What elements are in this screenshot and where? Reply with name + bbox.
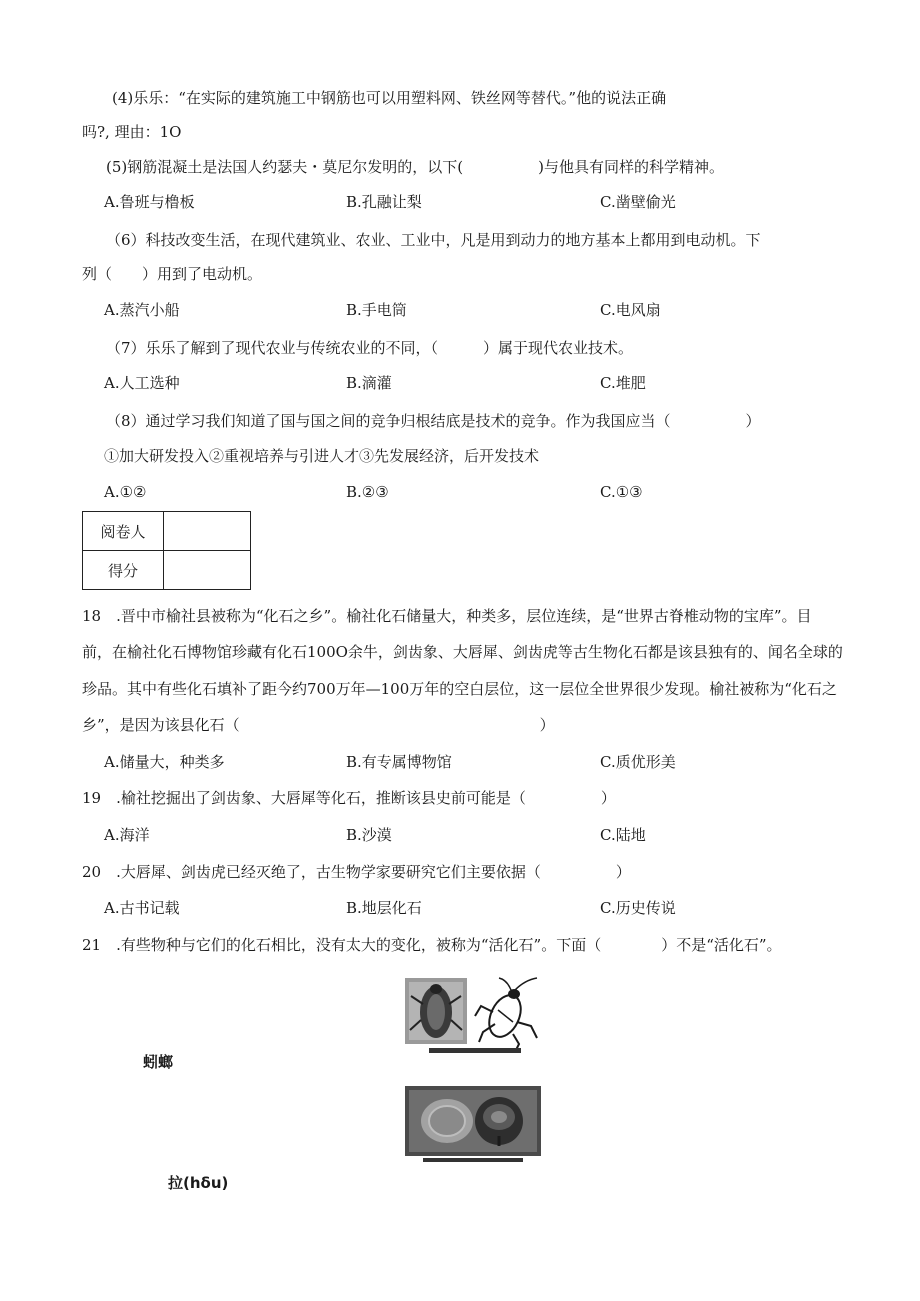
q6-option-a: A.蒸汽小船 (104, 301, 180, 319)
q7-option-b: B.滴灌 (346, 374, 392, 392)
q19-option-c: C.陆地 (600, 826, 646, 844)
q5-stem: (5)钢筋混凝土是法国人约瑟夫・莫尼尔发明的，以下( )与他具有同样的科学精神。 (106, 158, 724, 176)
q4-line2: 吗?, 理由：1O (82, 123, 182, 141)
q8-sub-statements: ①加大研发投入②重视培养与引进人才③先发展经济，后开发技术 (104, 447, 540, 465)
score-box (82, 511, 251, 590)
score-field[interactable] (164, 551, 251, 590)
q18-option-c: C.质优形美 (600, 753, 676, 771)
q21-item2-label: 拉(hδu) (168, 1174, 229, 1192)
q6-line1: （6）科技改变生活，在现代建筑业、农业、工业中，凡是用到动力的地方基本上都用到电动机。下 (106, 231, 761, 249)
q18-line1: 18 .晋中市榆社县被称为“化石之乡”。榆社化石储量大，种类多，层位连续，是“世界古脊椎动物的宝库”。目 (82, 607, 812, 625)
q18-line2: 前，在榆社化石博物馆珍藏有化石100O余牛，剑齿象、大唇犀、剑齿虎等古生物化石都是该县独有的、闻名全球的 (82, 643, 843, 661)
reviewer-label: 阅卷人 (83, 512, 164, 551)
q8-option-a: A.①② (104, 483, 147, 501)
q4-line1: (4)乐乐：“在实际的建筑施工中钢筋也可以用塑料网、铁丝网等替代。”他的说法正确 (112, 89, 667, 107)
q20-stem: 20 .大唇犀、剑齿虎已经灭绝了，古生物学家要研究它们主要依据（ ） (82, 863, 631, 881)
q20-option-c: C.历史传说 (600, 899, 676, 917)
reviewer-field[interactable] (164, 512, 251, 551)
q7-stem: （7）乐乐了解到了现代农业与传统农业的不同，（ ）属于现代农业技术。 (106, 339, 634, 357)
q6-line2: 列（ ）用到了电动机。 (82, 265, 263, 283)
q19-stem: 19 .榆社挖掘出了剑齿象、大唇犀等化石，推断该县史前可能是（ ） (82, 789, 616, 807)
q5-option-a: A.鲁班与橹板 (104, 193, 195, 211)
q7-option-c: C.堆肥 (600, 374, 646, 392)
q19-option-b: B.沙漠 (346, 826, 392, 844)
q8-option-c: C.①③ (600, 483, 643, 501)
q18-option-b: B.有专属博物馆 (346, 753, 452, 771)
q6-option-b: B.手电筒 (346, 301, 407, 319)
q7-option-a: A.人工选种 (104, 374, 180, 392)
q18-line4: 乡”，是因为该县化石（ ） (82, 716, 555, 734)
q21-item1-label: 蚓螂 (143, 1053, 174, 1071)
q8-stem: （8）通过学习我们知道了国与国之间的竞争归根结底是技术的竞争。作为我国应当（ ） (106, 412, 761, 430)
cockroach-fossil-photo (403, 976, 543, 1058)
q8-option-b: B.②③ (346, 483, 389, 501)
q5-option-b: B.孔融让梨 (346, 193, 422, 211)
q21-stem: 21 .有些物种与它们的化石相比，没有太大的变化，被称为“活化石”。下面（ ）不是“活化石”。 (82, 936, 782, 954)
q18-option-a: A.储量大，种类多 (104, 753, 225, 771)
q19-option-a: A.海洋 (104, 826, 150, 844)
horseshoe-crab-fossil-photo (403, 1084, 543, 1166)
q6-option-c: C.电风扇 (600, 301, 661, 319)
q20-option-b: B.地层化石 (346, 899, 422, 917)
q20-option-a: A.古书记载 (104, 899, 180, 917)
score-label: 得分 (83, 551, 164, 590)
q18-line3: 珍品。其中有些化石填补了距今约700万年—100万年的空白层位，这一层位全世界很少发现。榆社被称为“化石之 (82, 680, 837, 698)
q5-option-c: C.凿壁偷光 (600, 193, 676, 211)
